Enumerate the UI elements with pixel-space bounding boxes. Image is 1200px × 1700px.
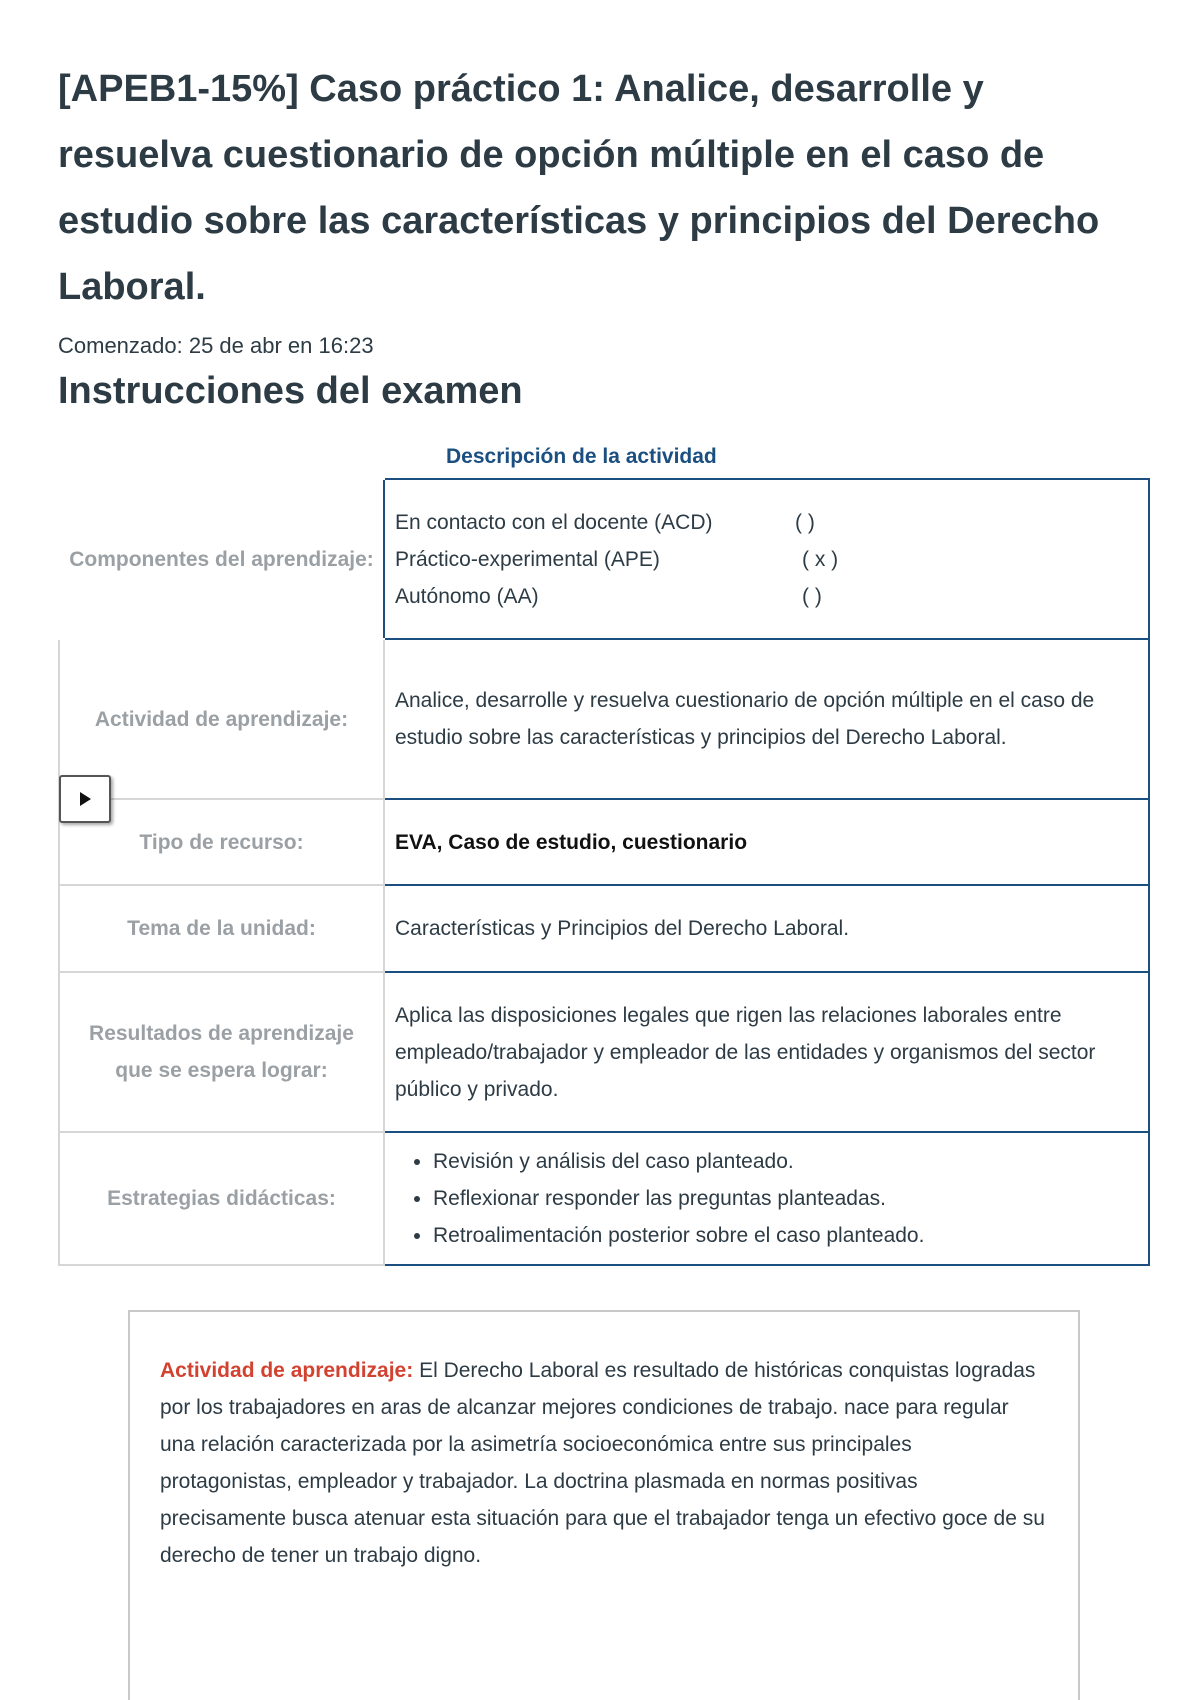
row-label: Componentes del aprendizaje: <box>69 547 374 571</box>
component-mark: ( ) <box>802 584 822 608</box>
strategies-list <box>395 1143 1138 1254</box>
component-mark: ( ) <box>795 510 815 534</box>
row-label: Tipo de recurso: <box>59 799 384 885</box>
component-line <box>395 578 1138 615</box>
table-row <box>59 972 1149 1132</box>
component-line <box>395 504 1138 541</box>
strategies-cell <box>384 1132 1149 1265</box>
media-play-button[interactable] <box>59 775 111 823</box>
row-value: Analice, desarrolle y resuelva cuestionario de opción múltiple en el caso de estudio sobre las características y principios del Derecho Laboral. <box>384 639 1149 799</box>
callout-body: El Derecho Laboral es resultado de históricas conquistas logradas por los trabajadores en aras de alcanzar mejores condiciones de trabajo. nace para regular una relación caracterizada por la asimetría socioeconómica entre sus principales protagonistas, empleador y trabajador. La doctrina plasmada en normas positivas precisamente busca atenuar esta situación para que el trabajador tenga un efectivo goce de su derecho de tener un trabajo digno. <box>160 1359 1045 1567</box>
row-value: EVA, Caso de estudio, cuestionario <box>384 799 1149 885</box>
table-row <box>59 639 1149 799</box>
list-item: • Retroalimentación posterior sobre el caso planteado. <box>433 1217 1138 1254</box>
play-icon <box>77 791 93 807</box>
list-item: • Reflexionar responder las preguntas planteadas. <box>433 1180 1138 1217</box>
activity-callout <box>128 1310 1080 1700</box>
callout-text <box>160 1352 1048 1574</box>
table-row <box>59 799 1149 885</box>
row-label: Estrategias didácticas: <box>59 1132 384 1265</box>
component-name: En contacto con el docente (ACD) <box>395 510 713 534</box>
table-caption: Descripción de la actividad <box>446 445 717 468</box>
table-row <box>59 885 1149 972</box>
row-value: Aplica las disposiciones legales que rigen las relaciones laborales entre empleado/trabajador y empleador de las entidades y organismos del sector público y privado. <box>384 972 1149 1132</box>
row-value: Características y Principios del Derecho Laboral. <box>384 885 1149 972</box>
component-name: Autónomo (AA) <box>395 584 539 608</box>
components-cell <box>384 479 1149 639</box>
component-name: Práctico-experimental (APE) <box>395 547 660 571</box>
instructions-heading: Instrucciones del examen <box>58 370 523 412</box>
list-item: • Revisión y análisis del caso planteado. <box>433 1143 1138 1180</box>
row-label: Resultados de aprendizaje que se espera lograr: <box>59 972 384 1132</box>
table-row <box>59 1132 1149 1265</box>
row-label: Tema de la unidad: <box>59 885 384 972</box>
quiz-title: [APEB1-15%] Caso práctico 1: Analice, desarrolle y resuelva cuestionario de opción múltiple en el caso de estudio sobre las características y principios del Derecho Laboral. <box>58 68 1100 308</box>
component-line <box>395 541 1138 578</box>
row-label: Actividad de aprendizaje: <box>59 639 384 799</box>
table-row <box>59 479 1149 639</box>
started-timestamp: Comenzado: 25 de abr en 16:23 <box>58 333 374 358</box>
callout-highlight: Actividad de aprendizaje: <box>160 1359 414 1382</box>
component-mark: ( x ) <box>802 547 839 571</box>
activity-description-table <box>58 478 1150 1266</box>
